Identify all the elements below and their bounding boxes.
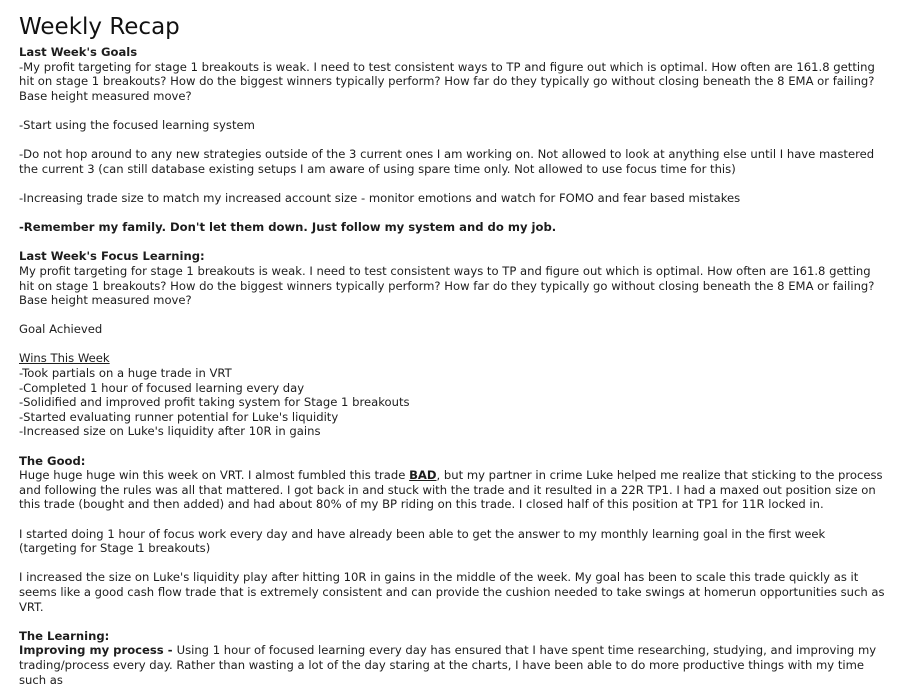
wins-heading: Wins This Week [19,351,110,366]
win-item: -Completed 1 hour of focused learning every day [19,380,305,395]
learning-text: Using 1 hour of focused learning every day has ensured that I have spent time researching, studying, and improving my trading/process every day. Rather than wasting a lot of the day staring at the charts, I have been able to do more productive things with my time such as [19,643,877,687]
goal-status: Goal Achieved [19,322,103,337]
good-paragraph-2: I started doing 1 hour of focus work every day and have already been able to get the answer to my monthly learning goal in the first week (targeting for Stage 1 breakouts) [19,526,826,556]
goal-item: -Do not hop around to any new strategies outside of the 3 current ones I am working on. Not allowed to look at anything else until I have mastered the current 3 (can still database existing setups I am aware of using spare time only. Not allowed to use focus time for this) [19,147,875,176]
win-item: -Took partials on a huge trade in VRT [19,366,232,381]
win-item: -Started evaluating runner potential for Luke's liquidity [19,409,339,424]
learning-paragraph [19,643,885,687]
emphasis-bad: BAD [409,468,437,483]
good-paragraph-1 [19,468,885,512]
last-goals-heading: Last Week's Goals [19,45,138,59]
good-heading: The Good: [19,453,86,468]
goal-item: -Increasing trade size to match my increased account size - monitor emotions and watch for FOMO and fear based mistakes [19,190,741,205]
learning-heading: The Learning: [19,628,110,643]
goal-item: -My profit targeting for stage 1 breakouts is weak. I need to test consistent ways to TP and figure out which is optimal. How often are 161.8 getting hit on stage 1 breakouts? How do the biggest winners typically perform? How far do they typically go without closing beneath the 8 EMA or failing? Base height measured move? [19,59,875,103]
focus-learning-heading: Last Week's Focus Learning: [19,249,205,264]
learning-lead: Improving my process - [19,643,177,658]
good-text-before: Huge huge huge win this week on VRT. I almost fumbled this trade [19,468,410,483]
focus-learning-text: My profit targeting for stage 1 breakouts is weak. I need to test consistent ways to TP and figure out which is optimal. How often are 161.8 getting hit on stage 1 breakouts? How do the biggest winners typically perform? How far do they typically go without closing beneath the 8 EMA or failing? Base height measured move? [19,263,875,308]
goal-item: -Start using the focused learning system [19,117,255,132]
page-title: Weekly Recap [19,14,180,40]
good-text-after: , but my partner in crime Luke helped me realize that sticking to the process and following the rules was all that mattered. I got back in and stuck with the trade and it resulted in a 22R TP1. I had a maxed out position size on this trade (bought and then added) and had about 80% of my BP riding on this trade. I closed half of this position at TP1 for 11R locked in. [19,468,883,512]
win-item: -Increased size on Luke's liquidity after 10R in gains [19,424,321,439]
win-item: -Solidified and improved profit taking system for Stage 1 breakouts [19,395,410,410]
good-paragraph-3: I increased the size on Luke's liquidity play after hitting 10R in gains in the middle of the week. My goal has been to scale this trade quickly as it seems like a good cash flow trade that is extremely consistent and can provide the cushion needed to take swings at homerun opportunities such as VRT. [19,570,885,614]
goal-item-bold: -Remember my family. Don't let them down. Just follow my system and do my job. [19,220,557,235]
